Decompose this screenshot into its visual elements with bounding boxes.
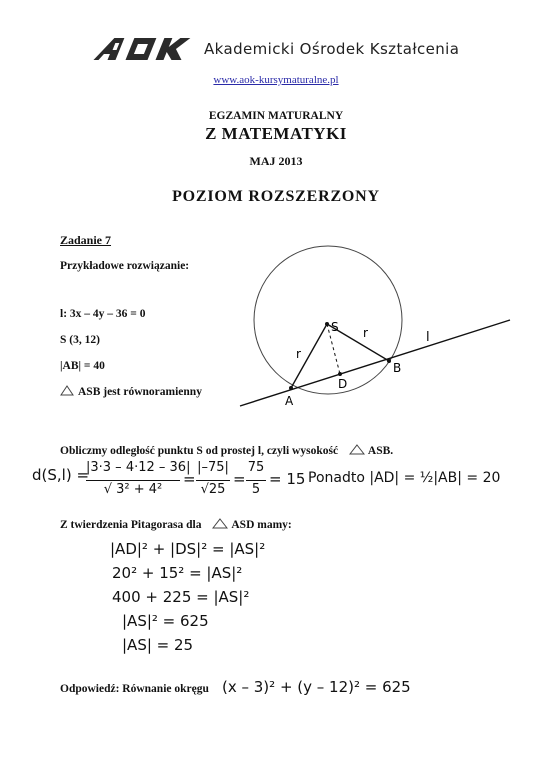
label-D: D <box>338 377 348 391</box>
pythagoras-step-4: |AS|² = 625 <box>122 612 209 630</box>
pythagoras-triangle: ASD <box>231 519 255 531</box>
distance-lhs: d(S,l) = <box>32 466 90 484</box>
exam-date: MAJ 2013 <box>249 154 303 168</box>
equals-sign: = <box>183 470 196 488</box>
distance-extra: Ponadto |AD| = ½|AB| = 20 <box>308 470 501 486</box>
exam-level: POZIOM ROZSZERZONY <box>172 188 380 205</box>
answer-label: Odpowiedź: Równanie okręgu <box>60 683 209 695</box>
pythagoras-intro-text: Z twierdzenia Pitagorasa dla <box>60 519 202 531</box>
exam-line1: EGZAMIN MATURALNY <box>208 110 344 122</box>
geometry-figure <box>230 240 520 415</box>
task-title: Zadanie 7 <box>60 233 112 247</box>
given-chord-length: |AB| = 40 <box>60 360 105 372</box>
pythagoras-intro <box>60 518 292 531</box>
label-S: S <box>331 320 339 334</box>
exam-subject: Z MATEMATYKI <box>205 124 347 143</box>
label-l: l <box>426 330 430 345</box>
triangle-icon <box>212 518 228 529</box>
point-D <box>338 372 342 376</box>
fraction3-numerator: 75 <box>247 460 265 475</box>
label-B: B <box>393 361 402 375</box>
triangle-icon <box>60 385 74 396</box>
fraction3-bar <box>246 480 266 481</box>
fraction1-denominator: √ 3² + 4² <box>103 482 163 497</box>
line-l <box>240 320 510 406</box>
distance-intro-text: Obliczmy odległość punktu S od prostej l, czyli wysokość <box>60 445 339 457</box>
pythagoras-suffix: mamy: <box>257 519 292 531</box>
pythagoras-step-2: 20² + 15² = |AS|² <box>112 564 243 582</box>
label-r-right: r <box>363 326 368 340</box>
point-A <box>289 386 293 390</box>
fraction2-bar <box>196 480 230 481</box>
distance-intro <box>60 444 393 457</box>
distance-result: = 15 <box>269 470 306 488</box>
label-r-left: r <box>296 347 301 361</box>
fraction1-numerator: |3·3 – 4·12 – 36| <box>86 460 191 475</box>
distance-triangle: ASB. <box>367 445 394 457</box>
pythagoras-step-1: |AD|² + |DS|² = |AS|² <box>110 540 266 558</box>
given-isosceles-text: ASB jest równoramienny <box>78 386 202 398</box>
triangle-icon <box>349 444 365 455</box>
pythagoras-step-5: |AS| = 25 <box>122 636 194 654</box>
label-A: A <box>285 394 294 408</box>
circle <box>254 246 402 394</box>
fraction1-bar <box>86 480 180 481</box>
website-link[interactable]: www.aok-kursymaturalne.pl <box>213 74 339 86</box>
given-line-equation: l: 3x – 4y – 36 = 0 <box>60 308 146 320</box>
fraction2-numerator: |–75| <box>197 460 229 475</box>
fraction2-denominator: √25 <box>200 482 226 497</box>
org-name: Akademicki Ośrodek Kształcenia <box>204 40 460 58</box>
aok-logo <box>86 34 194 64</box>
fraction3-denominator: 5 <box>251 482 261 497</box>
point-S <box>325 322 329 326</box>
answer-equation: (x – 3)² + (y – 12)² = 625 <box>222 678 411 696</box>
given-isosceles <box>60 385 202 398</box>
point-B <box>387 359 391 363</box>
equals-sign: = <box>233 470 246 488</box>
pythagoras-step-3: 400 + 225 = |AS|² <box>112 588 250 606</box>
solution-intro: Przykładowe rozwiązanie: <box>60 260 190 272</box>
given-center: S (3, 12) <box>60 334 100 346</box>
